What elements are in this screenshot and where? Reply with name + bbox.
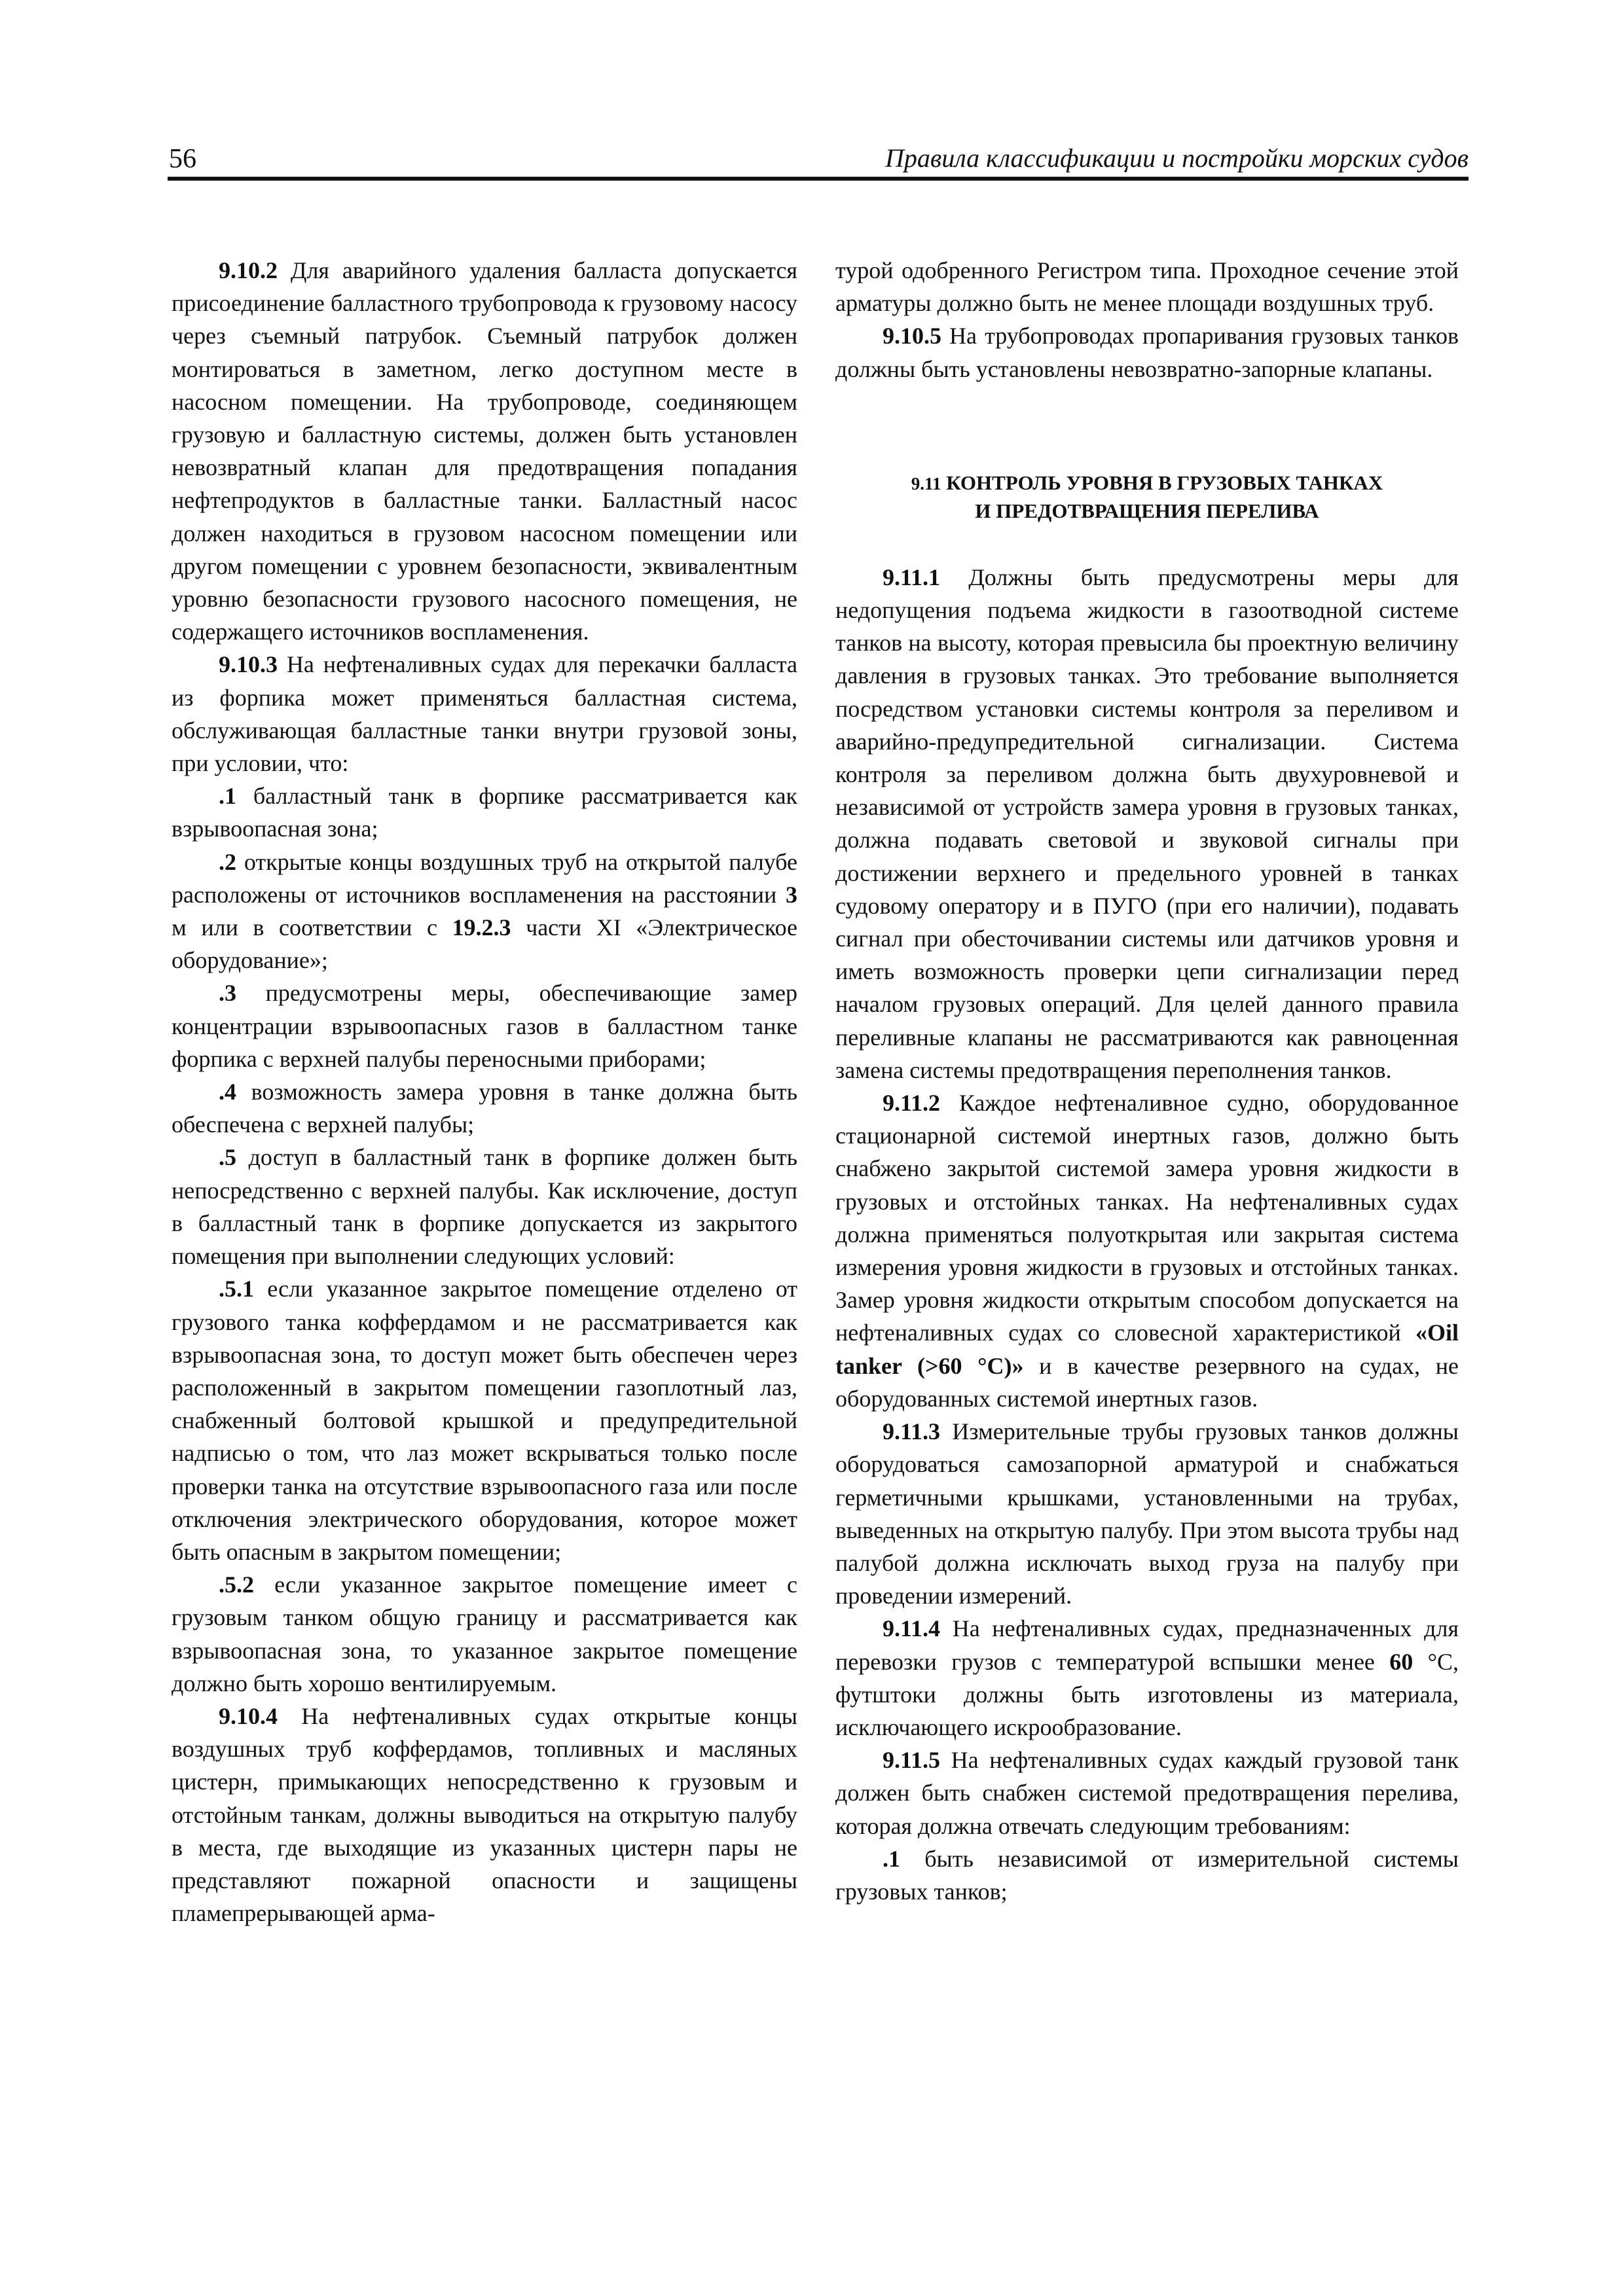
list-item-1: [172, 780, 797, 845]
paragraph-continuation: турой одобренного Регистром типа. Проходное сечение этой арматуры должно быть не менее площади воздушных труб.: [835, 257, 1459, 317]
distance-value: 3: [786, 881, 797, 908]
paragraph-text: На нефтеналивных судах для перекачки балласта из форпика может применяться балластная система, обслуживающая балластные танки внутри грузовой зоны, при условии, что:: [172, 651, 797, 777]
clause-number: 9.10.3: [219, 651, 278, 678]
clause-number: 9.10.5: [883, 323, 941, 350]
list-item-1: [835, 1842, 1459, 1908]
item-text: если указанное закрытое помещение имеет с грузовым танком общую границу и рассматривается как взрывоопасная зона, то указанное закрытое помещение должно быть хорошо вентилируемым.: [172, 1571, 797, 1696]
list-item-4: [172, 1075, 797, 1141]
clause-number: 9.10.4: [219, 1702, 278, 1729]
paragraph-text: Каждое нефтеналивное судно, оборудованное стационарной системой инертных газов, должно быть снабжено закрытой системой замера уровня жидкости в грузовых и отстойных танках. На нефтеналивных судах должна применяться полуоткрытая или закрытая система измерения уровня жидкости в грузовых и отстойных танках. Замер уровня жидкости открытым способом допускается на нефтеналивных судах со словесной характеристикой: [835, 1090, 1459, 1346]
class-notation: «Oil tanker (>60 °C)»: [835, 1319, 1459, 1379]
clause-number: 9.11.3: [883, 1418, 941, 1445]
list-item-2: [172, 846, 797, 977]
section-title-line-2: И ПРЕДОТВРАЩЕНИЯ ПЕРЕЛИВА: [975, 499, 1319, 522]
paragraph-9-10-2: [172, 254, 797, 648]
paragraph-text: На нефтеналивных судах, предназначенных для перевозки грузов с температурой вспышки менее: [835, 1615, 1459, 1675]
clause-number: 9.11.4: [883, 1615, 941, 1642]
clause-number: 9.10.2: [219, 257, 278, 283]
paragraph-9-11-3: [835, 1415, 1459, 1612]
paragraph-9-11-5: [835, 1744, 1459, 1842]
header-rule: [168, 177, 1468, 181]
paragraph-text: и в качестве резервного на судах, не оборудованных системой инертных газов.: [835, 1352, 1459, 1412]
item-number: .5.2: [219, 1571, 254, 1598]
item-text: предусмотрены меры, обеспечивающие замер концентрации взрывоопасных газов в балластном танке форпика с верхней палубы переносными приборами;: [172, 980, 797, 1072]
page-number: 56: [169, 144, 196, 174]
item-text: доступ в балластный танк в форпике должен быть непосредственно с верхней палубы. Как исключение, доступ в балластный танк в форпике допускается из закрытого помещения при выполнении следующих условий:: [172, 1144, 797, 1270]
paragraph-9-11-1: [835, 561, 1459, 1086]
temperature-value: 60: [1389, 1648, 1413, 1675]
left-column: [172, 254, 797, 1929]
paragraph-text: На нефтеналивных судах открытые концы воздушных труб коффердамов, топливных и масляных цистерн, примыкающих непосредственно к грузовым и отстойным танкам, должны выводиться на открытую палубу в места, где выходящие из указанных цистерн пары не представляют пожарной опасности и защищены пламепрерывающей арма-: [172, 1702, 797, 1927]
paragraph-9-11-2: [835, 1086, 1459, 1415]
item-number: .5: [219, 1144, 236, 1171]
item-number: .1: [219, 783, 236, 810]
paragraph-text: Должны быть предусмотрены меры для недопущения подъема жидкости в газоотводной системе танков на высоту, которая превысила бы проектную величину давления в грузовых танках. Это требование выполняется посредством установки системы контроля за переливом и аварийно-предупредительной сигнализации. Система контроля за переливом должна быть двухуровневой и независимой от устройств замера уровня в грузовых танках, должна подавать световой и звуковой сигналы при достижении верхнего и предельного уровней в танках судовому оператору и в ПУГО (при его наличии), подавать сигнал при обесточивании системы или датчиков уровня и иметь возможность проверки цепи сигнализации перед началом грузовых операций. Для целей данного правила переливные клапаны не рассматриваются как равноценная замена системы предотвращения переполнения танков.: [835, 564, 1459, 1083]
list-item-3: [172, 977, 797, 1075]
paragraph-text: На трубопроводах пропаривания грузовых танков должны быть установлены невозвратно-запорные клапаны.: [835, 323, 1459, 382]
paragraph-9-10-5: [835, 319, 1459, 385]
item-text: балластный танк в форпике рассматривается как взрывоопасная зона;: [172, 783, 797, 842]
paragraph-text: °С, футштоки должны быть изготовлены из материала, исключающего искрообразование.: [835, 1648, 1459, 1740]
item-text: если указанное закрытое помещение отделено от грузового танка коффердамом и не рассматривается как взрывоопасная зона, то доступ может быть обеспечен через расположенный в закрытом помещении газоплотный лаз, снабженный болтовой крышкой и предупредительной надписью о том, что лаз может вскрываться только после проверки танка на отсутствие взрывоопасного газа или после отключения электрического оборудования, которое может быть опасным в закрытом помещении;: [172, 1276, 797, 1565]
item-text: м или в соответствии с: [172, 914, 452, 941]
paragraph-9-10-3: [172, 648, 797, 780]
list-item-5-2: [172, 1568, 797, 1700]
clause-number: 9.11.1: [883, 564, 941, 590]
item-number: .4: [219, 1079, 236, 1105]
paragraph-9-10-4: [172, 1700, 797, 1929]
clause-number: 9.11.5: [883, 1747, 941, 1774]
section-number: 9.11: [911, 473, 941, 493]
clause-number: 9.11.2: [883, 1090, 941, 1117]
clause-reference: 19.2.3: [452, 914, 511, 941]
item-number: .3: [219, 980, 236, 1007]
list-item-5: [172, 1141, 797, 1272]
item-number: .1: [883, 1845, 900, 1872]
paragraph-text: Для аварийного удаления балласта допускается присоединение балластного трубопровода к грузовому насосу через съемный патрубок. Съемный патрубок должен монтироваться в заметном, легко доступном месте в насосном помещении. На трубопроводе, соединяющем грузовую и балластную системы, должен быть установлен невозвратный клапан для предотвращения попадания нефтепродуктов в балластные танки. Балластный насос должен находиться в грузовом насосном помещении или другом помещении с уровнем безопасности, эквивалентным уровню безопасности грузового насосного помещения, не содержащего источников воспламенения.: [172, 257, 797, 645]
item-number: .2: [219, 848, 236, 875]
paragraph-text: Измерительные трубы грузовых танков должны оборудоваться самозапорной арматурой и снабжаться герметичными крышками, установленными на трубах, выведенных на открытую палубу. При этом высота трубы над палубой должна исключать выход груза на палубу при проведении измерений.: [835, 1418, 1459, 1609]
section-title-line-1: КОНТРОЛЬ УРОВНЯ В ГРУЗОВЫХ ТАНКАХ: [941, 471, 1383, 494]
list-item-5-1: [172, 1272, 797, 1568]
item-text: возможность замера уровня в танке должна быть обеспечена с верхней палубы;: [172, 1079, 797, 1138]
item-text: быть независимой от измерительной системы грузовых танков;: [835, 1845, 1459, 1905]
item-text: открытые концы воздушных труб на открытой палубе расположены от источников воспламенения на расстоянии: [172, 848, 797, 908]
item-number: .5.1: [219, 1276, 254, 1302]
running-title: Правила классификации и постройки морских судов: [884, 143, 1468, 173]
paragraph-9-11-4: [835, 1612, 1459, 1744]
right-column: [835, 254, 1459, 1908]
section-heading-9-11: [835, 469, 1459, 524]
paragraph-text: На нефтеналивных судах каждый грузовой танк должен быть снабжен системой предотвращения перелива, которая должна отвечать следующим требованиям:: [835, 1747, 1459, 1839]
item-text: части XI «Электрическое оборудование»;: [172, 914, 797, 974]
